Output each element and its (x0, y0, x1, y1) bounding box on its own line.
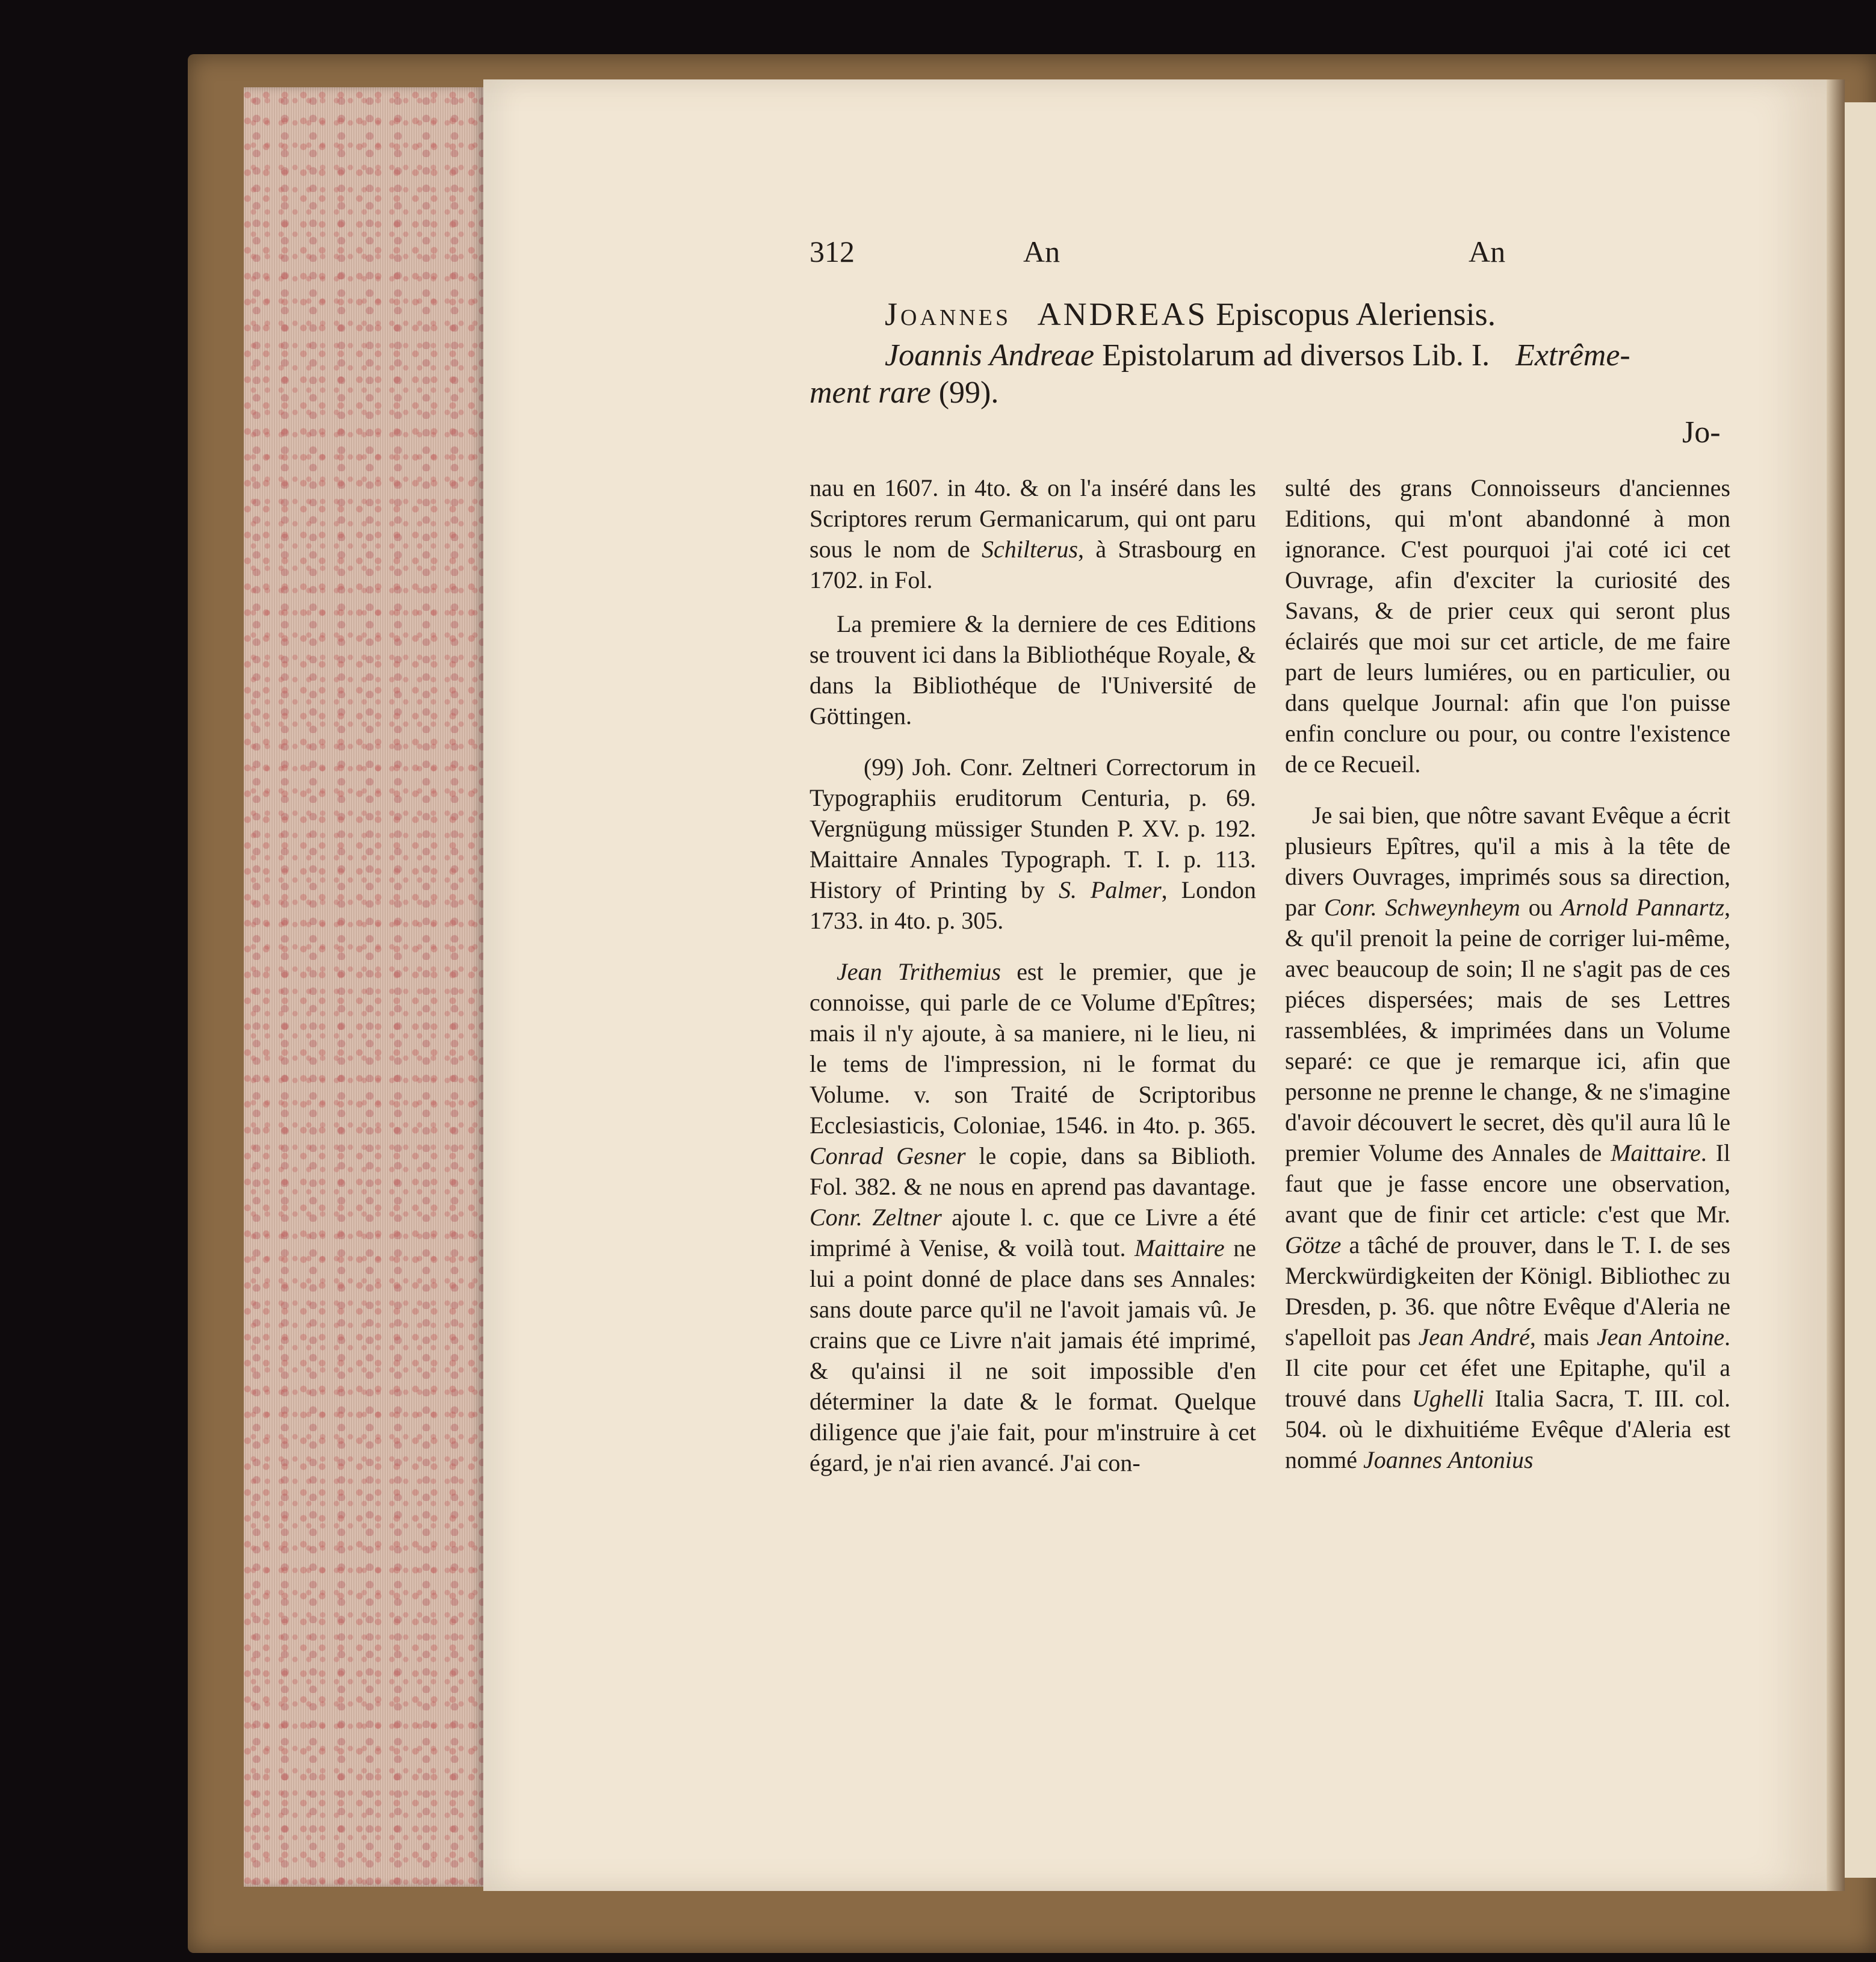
italic-run: Maittaire (1611, 1139, 1701, 1166)
italic-run: Götze (1285, 1231, 1342, 1258)
subtitle-rarity-cont: ment rare (810, 376, 931, 410)
text-run: (99) Joh. Conr. Zeltneri Correctorum in Typographiis eruditorum Centuria, p. 69. Vergnügung müssiger Stunden P. XV. p. 192. Maittaire Annales Typograph. T. I. p. 113. History of Printing by (810, 754, 1256, 903)
text-run: nau en 1607. in 4to. & on l'a inséré dans les Scriptores rerum Germanicarum, qui ont paru sous le nom de (810, 474, 1256, 563)
italic-run: Schilterus (982, 536, 1079, 563)
italic-run: S. Palmer (1058, 876, 1162, 903)
italic-run: Jean Trithemius (837, 958, 1001, 985)
catchword: Jo- (1682, 415, 1721, 450)
italic-run: Arnold Pannartz (1561, 894, 1725, 921)
subtitle-author: Joannis Andreae (885, 338, 1095, 373)
title-surname: ANDREAS (1037, 296, 1208, 332)
text-run: , London 1733. in 4to. p. 305. (810, 876, 1257, 934)
left-paragraph-1 (810, 472, 1256, 595)
left-paragraph-2: La premiere & la derniere de ces Editions se trouvent ici dans la Bibliothéque Royale, & dans la Bibliothéque de l'Université de Göttingen. (810, 610, 1256, 729)
italic-run: Conr. Schweynheym (1323, 894, 1520, 921)
footnote-ref: (99). (938, 376, 999, 410)
footnote-99 (810, 752, 1256, 936)
text-run: , & qu'il prenoit la peine de corriger lui-même, avec beaucoup de soin; Il ne s'agit pas de ces piéces dispersées; mais de ses Lettres rassemblées, & imprimées dans un Volume separé: ce que je remarque ici, afin que personne ne prenne le change, & ne s'imagine d'avoir découvert le secret, dès qu'il aura lû le premier Volume des Annales de (1285, 894, 1731, 1166)
text-run: , mais (1529, 1323, 1590, 1351)
left-column (810, 472, 1256, 1478)
entry-title (885, 295, 1496, 333)
left-paragraph-3 (810, 956, 1256, 1478)
italic-run: Jean André (1418, 1323, 1530, 1351)
running-head-left: An (1023, 235, 1060, 268)
text-run: a tâché de prouver, dans le T. I. de ses Merckwürdigkeiten der Königl. Bibliothec zu Dresden, p. 36. que nôtre Evêque d'Aleria ne s'apelloit pas (1285, 1231, 1730, 1351)
text-run: Italia Sacra, T. III. col. 504. où le dixhuitiéme Evêque d'Aleria est nommé (1285, 1385, 1730, 1473)
right-paragraph-2 (1285, 800, 1730, 1475)
italic-run: Joannes Antonius (1363, 1446, 1534, 1473)
text-run: . Il cite pour cet éfet une Epitaphe, qu'il a trouvé dans (1285, 1323, 1731, 1412)
title-first-name: Joannes (885, 296, 1012, 332)
text-run: , à Strasbourg en 1702. in Fol. (810, 536, 1257, 593)
italic-run: Ughelli (1411, 1385, 1484, 1412)
text-run: ne lui a point donné de place dans ses Annales: sans doute parce qu'il ne l'avoit jamais vû. Je crains que ce Livre n'ait jamais été imprimé, & qu'ainsi il ne soit impossible d'en déterminer la date & le format. Quelque diligence que j'aie fait, pour m'instruire à cet égard, je n'ai rien avancé. J'ai con- (810, 1234, 1257, 1476)
text-run: ajoute l. c. que ce Livre a été imprimé à Venise, & voilà tout. (810, 1204, 1257, 1261)
speckled-page-edges (244, 87, 483, 1887)
page-number: 312 (810, 235, 855, 268)
text-run: le copie, dans sa Biblioth. Fol. 382. & ne nous en aprend pas davantage. (810, 1142, 1257, 1200)
subtitle-work: Epistolarum ad diversos Lib. I. (1102, 338, 1490, 373)
title-rest: Episcopus Aleriensis. (1216, 296, 1496, 332)
italic-run: Jean Antoine (1597, 1323, 1725, 1351)
right-paragraph-1: sulté des grans Connoisseurs d'anciennes Editions, qui m'ont abandonné à mon ignorance. C'est pourquoi j'ai coté ici cet Ouvrage, afin d'exciter la curiosité des Savans, & de prier ceux qui seront plus éclairés que moi sur cet article, de me faire part de leurs lumiéres, ou en particulier, ou dans quelque Journal: afin que l'on puisse enfin conclure ou pour, ou contre l'existence de ce Recueil. (1285, 474, 1730, 778)
italic-run: Conrad Gesner (810, 1142, 966, 1169)
text-run: Je sai bien, que nôtre savant Evêque a écrit plusieurs Epîtres, qu'il a mis à la tête de divers Ouvrages, imprimés sous sa direction, par (1285, 802, 1730, 921)
text-run: est le premier, que je connoisse, qui parle de ce Volume d'Epîtres; mais il n'y ajoute, à sa maniere, ni le lieu, ni le tems de l'impression, ni le format du Volume. v. son Traité de Scriptoribus Ecclesiasticis, Coloniae, 1546. in 4to. p. 365. (810, 958, 1256, 1139)
entry-subtitle (885, 337, 1733, 374)
entry-subtitle-line2 (810, 374, 998, 412)
book-gutter (1827, 79, 1845, 1891)
text-run: . Il faut que je fasse encore une observation, avant que de finir cet article: c'est que Mr. (1285, 1139, 1731, 1228)
subtitle-rarity: Extrême- (1515, 338, 1630, 373)
facing-page-edge (1845, 102, 1876, 1878)
running-head-right: An (1469, 235, 1506, 268)
text-run: ou (1528, 894, 1553, 921)
italic-run: Maittaire (1135, 1234, 1225, 1261)
right-column (1285, 472, 1730, 1475)
italic-run: Conr. Zeltner (810, 1204, 942, 1231)
